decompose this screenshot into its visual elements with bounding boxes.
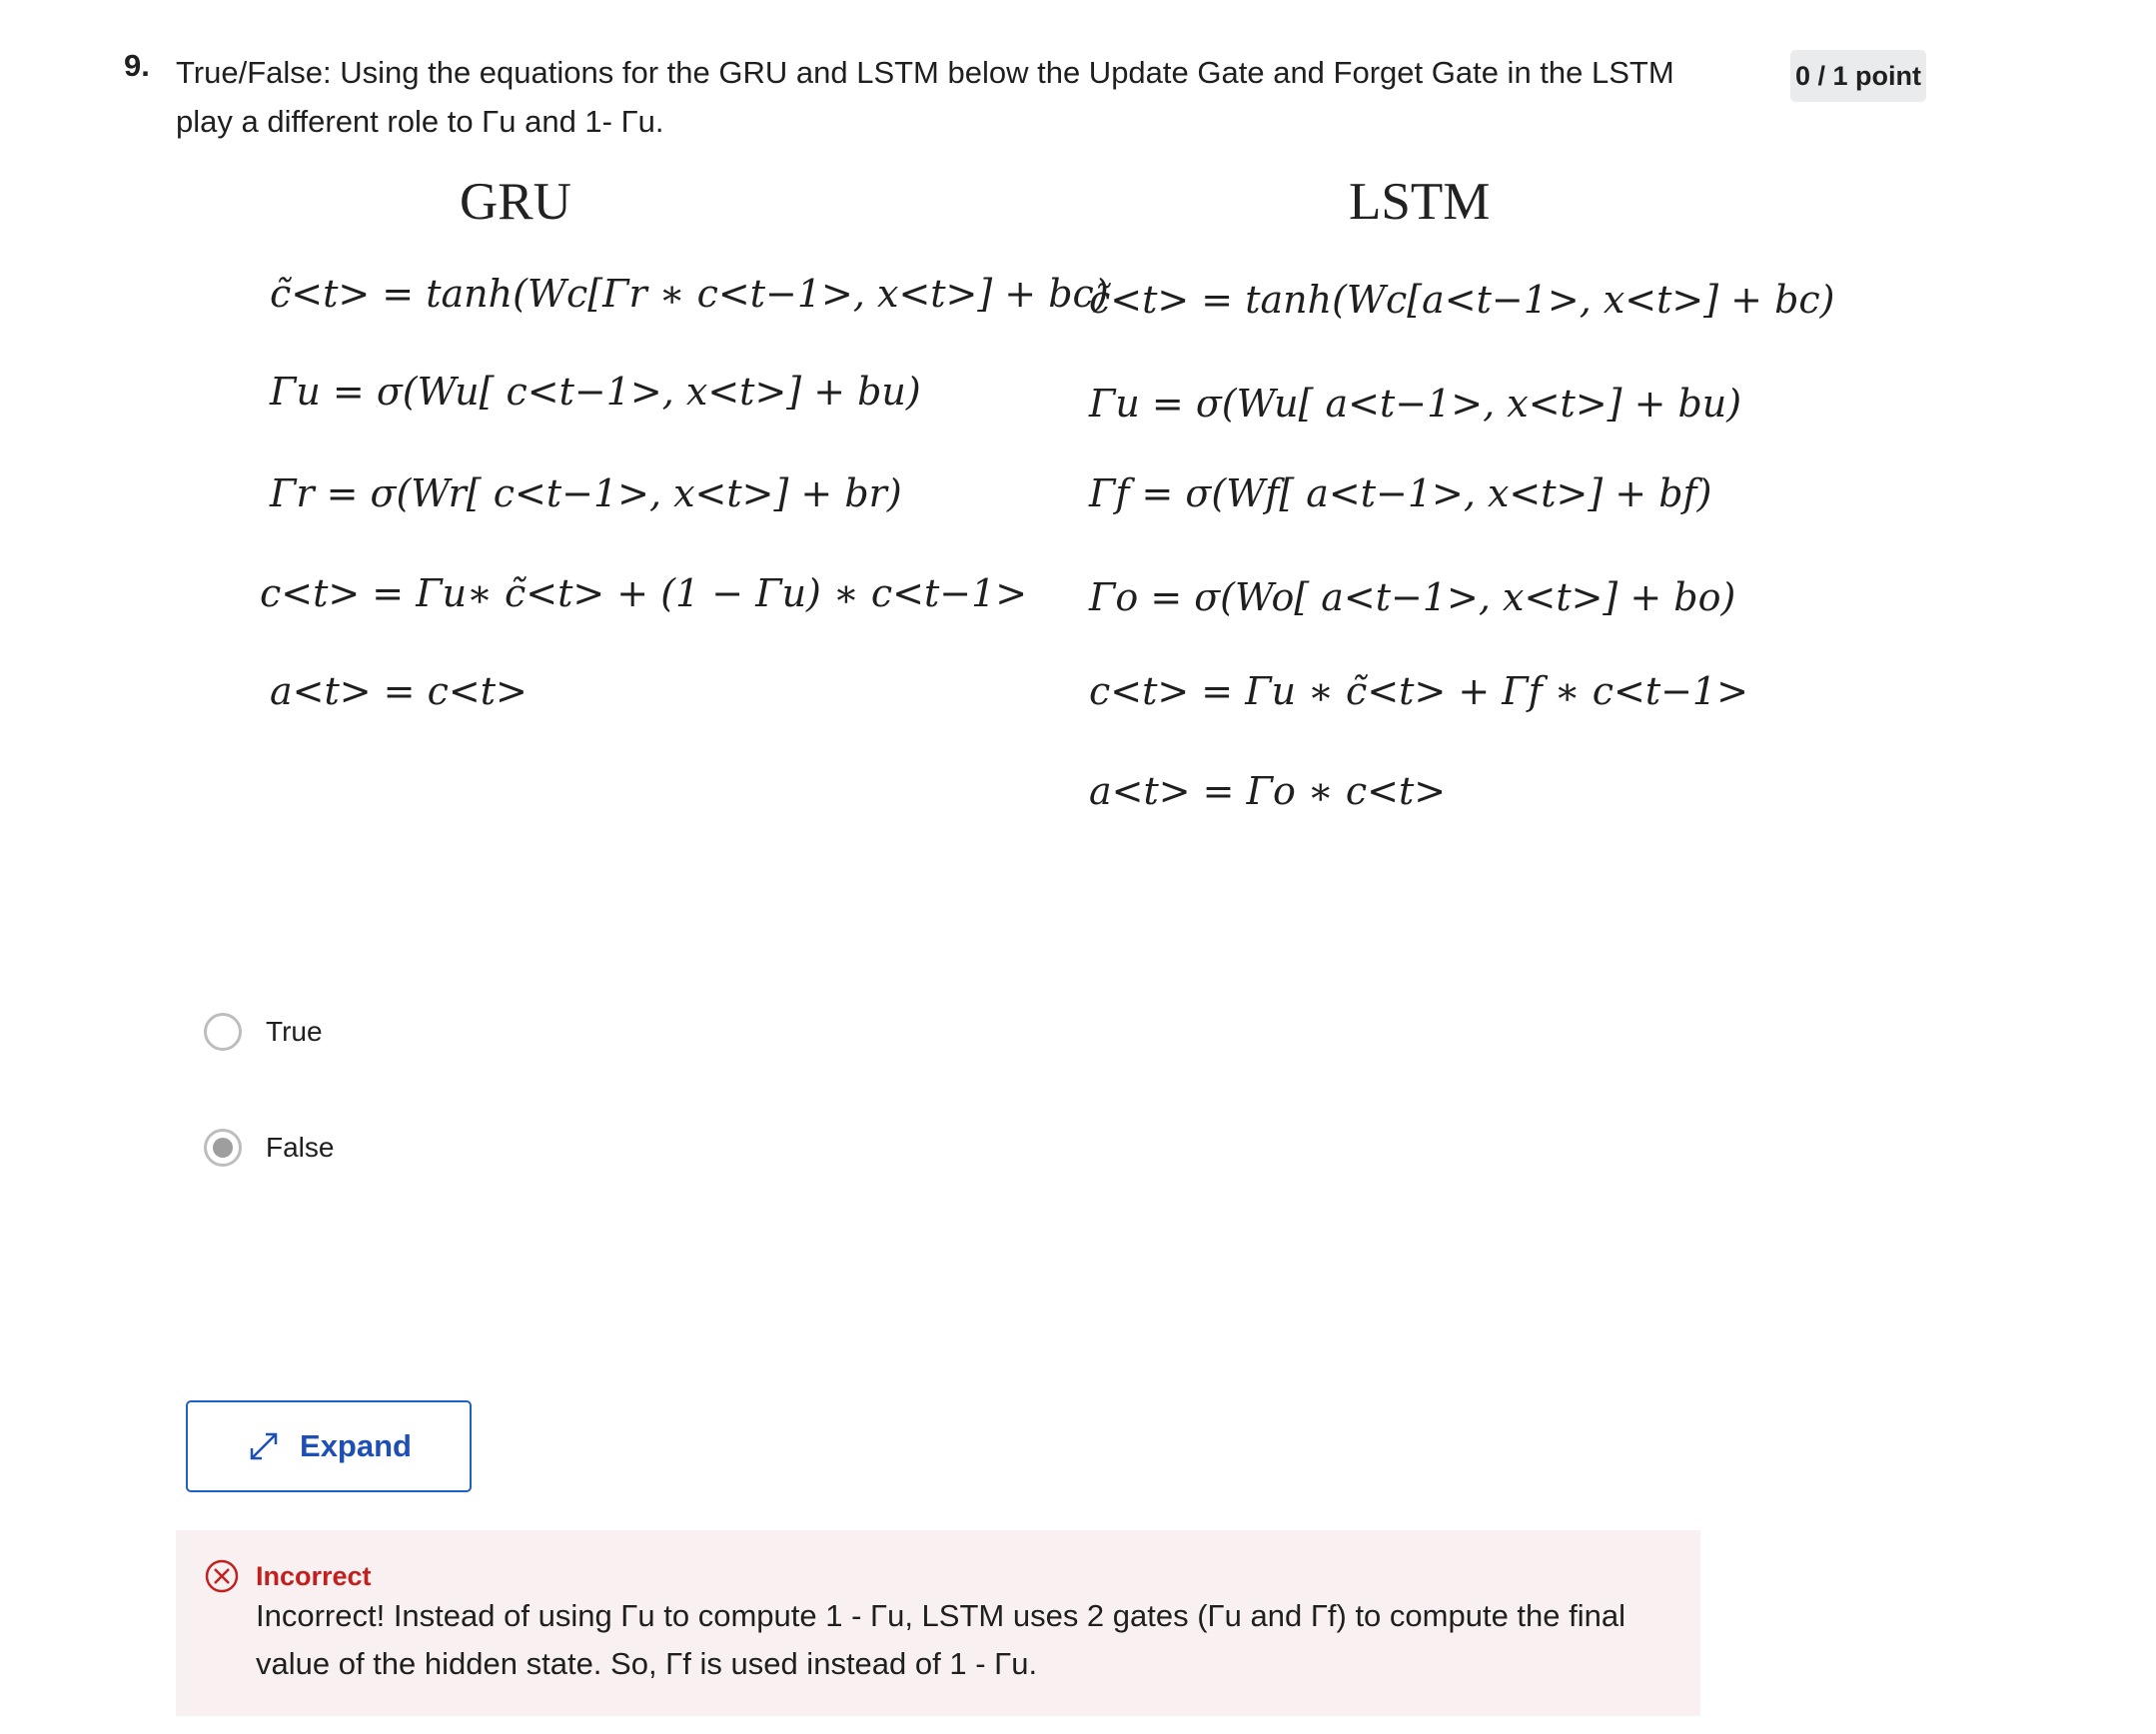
question-number: 9. <box>124 48 150 83</box>
option-false[interactable] <box>204 1129 334 1167</box>
lstm-title: LSTM <box>1349 173 1491 231</box>
radio-selected-dot <box>213 1138 233 1158</box>
radio-true[interactable] <box>204 1013 242 1051</box>
feedback-title: Incorrect <box>256 1560 372 1591</box>
feedback-text: Incorrect! Instead of using Γu to compute 1 - Γu, LSTM uses 2 gates (Γu and Γf) to compute the final value of the hidden state. So, Γf is used instead of 1 - Γu. <box>256 1598 1625 1681</box>
points-badge: 0 / 1 point <box>1790 50 1926 102</box>
lstm-equation: a<t> = Γo ∗ c<t> <box>1089 769 1447 813</box>
incorrect-icon <box>204 1558 240 1594</box>
expand-button[interactable] <box>186 1400 472 1492</box>
lstm-equation: c<t> = Γu ∗ c̃<t> + Γf ∗ c<t−1> <box>1089 669 1748 713</box>
question-text: True/False: Using the equations for the GRU and LSTM below the Update Gate and Forget Gate in the LSTM play a different role to Γu and 1- Γu. <box>176 55 1674 139</box>
feedback-panel <box>176 1530 1700 1716</box>
option-false-label: False <box>266 1132 335 1163</box>
expand-label: Expand <box>300 1428 412 1463</box>
gru-equation: a<t> = c<t> <box>270 669 528 713</box>
gru-equation: c̃<t> = tanh(Wc[Γr ∗ c<t−1>, x<t>] + bc) <box>270 272 1109 316</box>
gru-equation: c<t> = Γu∗ c̃<t> + (1 − Γu) ∗ c<t−1> <box>260 571 1028 615</box>
option-true-label: True <box>266 1016 323 1047</box>
gru-equation: Γr = σ(Wr[ c<t−1>, x<t>] + br) <box>270 471 902 515</box>
lstm-equation: Γf = σ(Wf[ a<t−1>, x<t>] + bf) <box>1089 471 1712 515</box>
feedback-header <box>204 1558 372 1594</box>
expand-icon <box>246 1428 282 1464</box>
gru-title: GRU <box>460 173 571 231</box>
option-true[interactable] <box>204 1013 323 1051</box>
lstm-equation: Γu = σ(Wu[ a<t−1>, x<t>] + bu) <box>1089 382 1742 426</box>
radio-false[interactable] <box>204 1129 242 1167</box>
lstm-equation: Γo = σ(Wo[ a<t−1>, x<t>] + bo) <box>1089 575 1736 619</box>
gru-equation: Γu = σ(Wu[ c<t−1>, x<t>] + bu) <box>270 370 921 414</box>
equations-figure <box>230 160 1835 859</box>
lstm-equation: c̃<t> = tanh(Wc[a<t−1>, x<t>] + bc) <box>1089 278 1835 322</box>
